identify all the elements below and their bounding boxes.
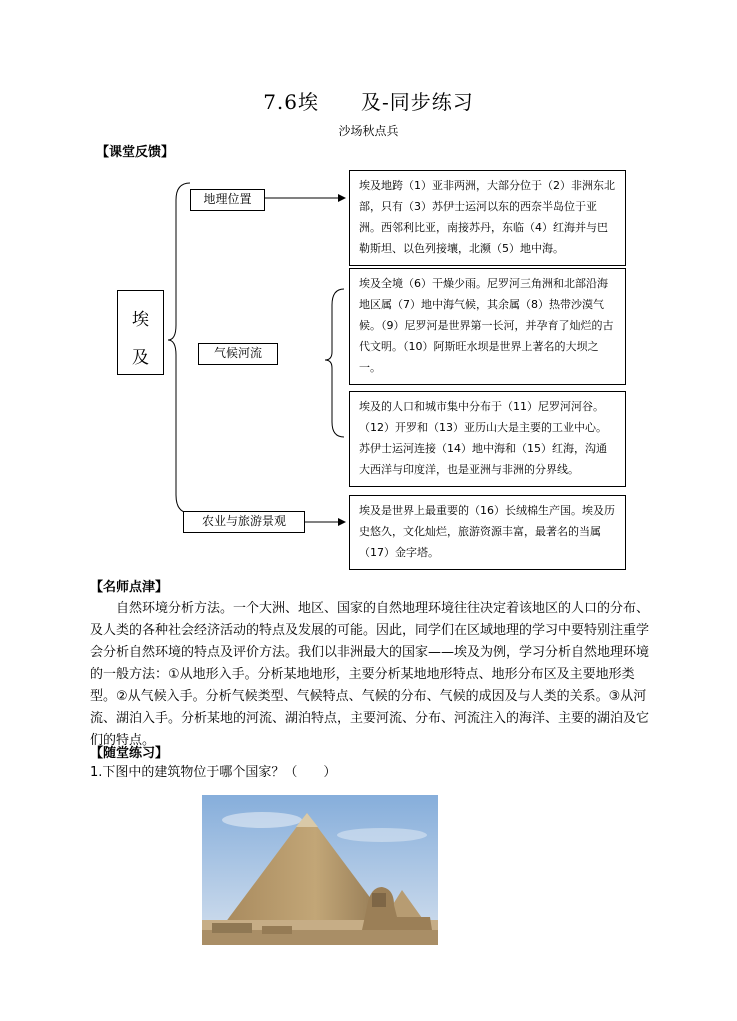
question-1: 1.下图中的建筑物位于哪个国家？（ ） xyxy=(90,765,337,780)
root-char-1: 埃 xyxy=(132,310,149,330)
info-box-rivers: 埃及的人口和城市集中分布于（11）尼罗河河谷。（12）开罗和（13）亚历山大是主要的工业中心。苏伊士运河连接（14）地中海和（15）红海，沟通大西洋与印度洋，也是亚洲与非洲的分界线。 xyxy=(349,391,626,487)
teacher-paragraph: 自然环境分析方法。一个大洲、地区、国家的自然地理环境往往决定着该地区的人口的分布、及人类的各种社会经济活动的特点及发展的可能。因此，同学们在区域地理的学习中要特别注重学会分析自然环境的特点及评价方法。我们以非洲最大的国家——埃及为例，学习分析自然地理环境的一般方法：①从地形入手。分析某地地形，主要分析某地地形特点、地形分布区及主要地形类型。②从气候入手。分析气候类型、气候特点、气候的分布、气候的成因及与人类的关系。③从河流、湖泊入手。分析某地的河流、湖泊特点，主要河流、分布、河流注入的海洋、主要的湖泊及它们的特点。 xyxy=(90,601,650,748)
info-box-agri: 埃及是世界上最重要的（16）长绒棉生产国。埃及历史悠久，文化灿烂，旅游资源丰富，最著名的当属（17）金字塔。 xyxy=(349,495,626,570)
section-heading-practice: 【随堂练习】 xyxy=(90,746,169,761)
page-title: 7.6埃 及-同步练习 xyxy=(263,90,474,114)
branch-agri-tourism: 农业与旅游景观 xyxy=(183,511,305,533)
section-heading-feedback: 【课堂反馈】 xyxy=(96,145,175,160)
root-box-egypt xyxy=(117,290,164,375)
branch-geo-position: 地理位置 xyxy=(190,189,265,211)
info-box-climate: 埃及全境（6）干燥少雨。尼罗河三角洲和北部沿海地区属（7）地中海气候，其余属（8）热带沙漠气候。（9）尼罗河是世界第一长河，并孕育了灿烂的古代文明。（10）阿斯旺水坝是世界上著名的大坝之一。 xyxy=(349,268,626,385)
pyramid-sphinx-photo xyxy=(202,795,438,945)
climate-brace xyxy=(325,289,344,437)
root-char-2: 及 xyxy=(132,348,149,368)
author-line: 沙场秋点兵 xyxy=(338,124,399,138)
main-brace xyxy=(168,183,190,513)
arrow-head-2 xyxy=(338,518,346,526)
section-heading-teacher: 【名师点津】 xyxy=(90,580,169,595)
arrow-head-1 xyxy=(338,194,346,202)
branch-climate-rivers: 气候河流 xyxy=(198,343,278,365)
info-box-geo: 埃及地跨（1）亚非两洲，大部分位于（2）非洲东北部，只有（3）苏伊士运河以东的西奈半岛位于亚洲。西邻利比亚，南接苏丹，东临（4）红海并与巴勒斯坦、以色列接壤，北濒（5）地中海。 xyxy=(349,170,626,266)
